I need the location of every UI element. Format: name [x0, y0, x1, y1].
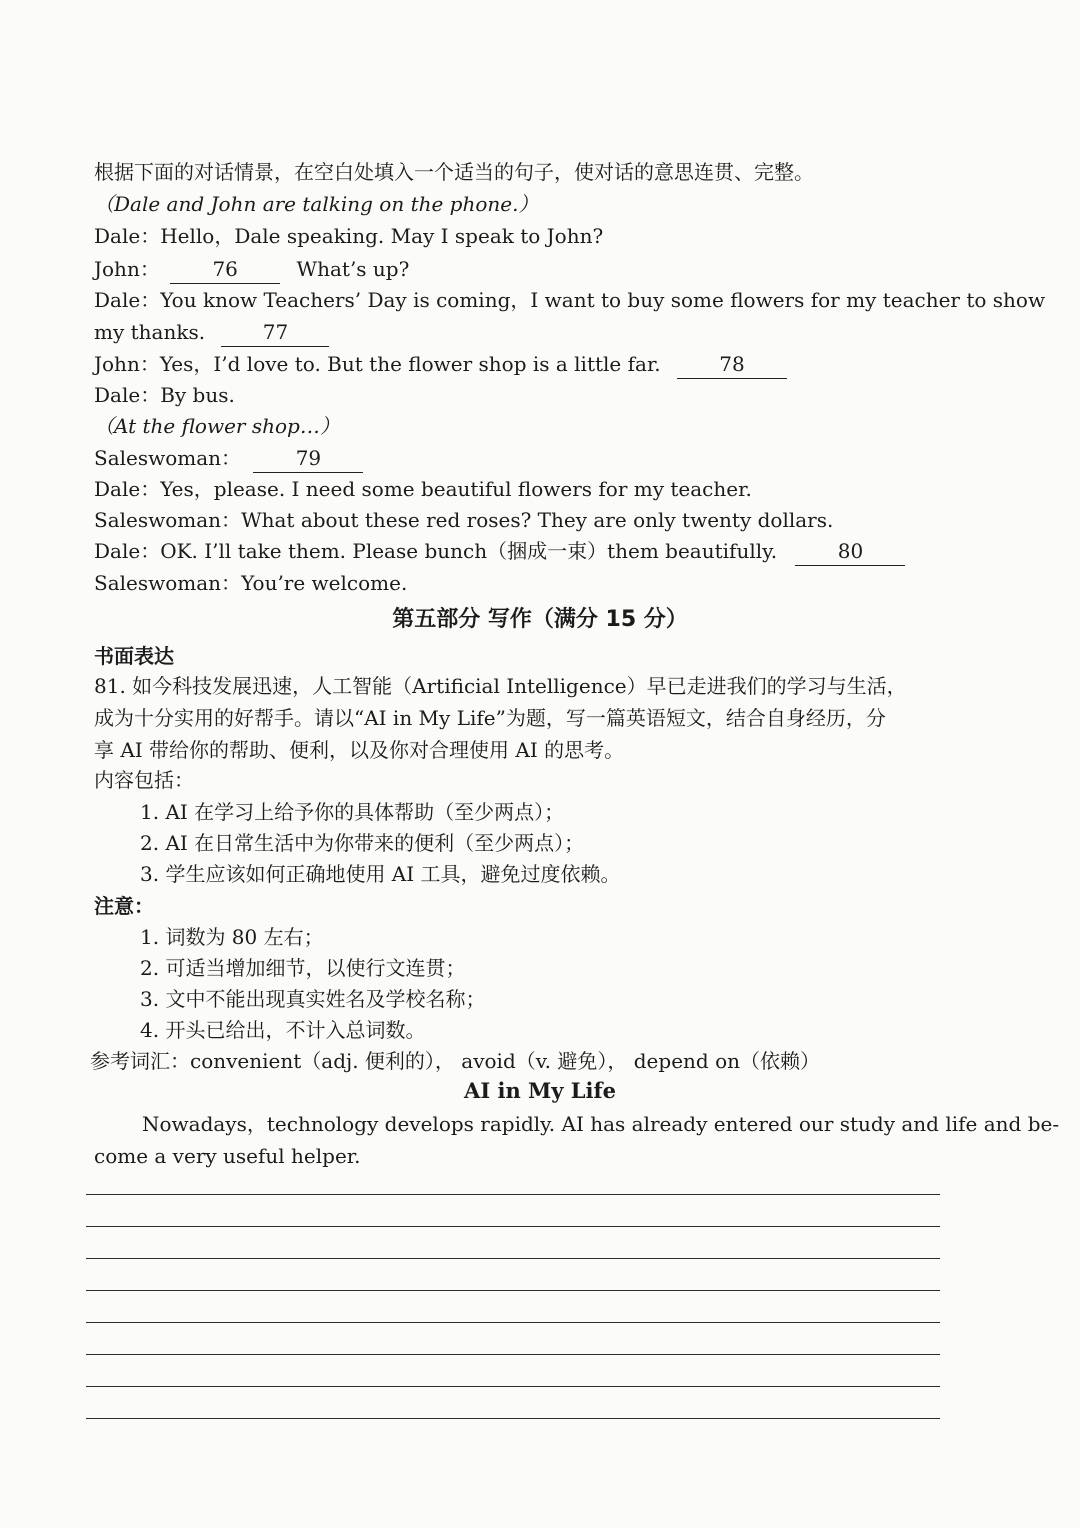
- dialogue-line-10: [94, 569, 407, 597]
- dialogue-text: my thanks.: [94, 320, 206, 344]
- dialogue-line-2: [94, 255, 409, 284]
- dialogue-text: What about these red roses? They are only twenty dollars.: [241, 508, 834, 532]
- blank-76[interactable]: 76: [170, 255, 280, 284]
- dialogue-line-5: [94, 381, 235, 409]
- dialogue-line-6: [94, 444, 363, 473]
- dialogue-line-7: [94, 475, 752, 503]
- dialogue-line-3: [94, 286, 1045, 314]
- blank-79[interactable]: 79: [253, 444, 363, 473]
- writing-line[interactable]: [86, 1418, 940, 1419]
- speaker: Dale：: [94, 477, 161, 501]
- essay-title: AI in My Life: [464, 1078, 616, 1103]
- writing-line[interactable]: [86, 1354, 940, 1355]
- speaker: John：: [94, 352, 160, 376]
- content-item: 2. AI 在日常生活中为你带来的便利（至少两点）；: [140, 831, 585, 855]
- dialogue-line-3b: [94, 318, 329, 347]
- question-81-line-3: 享 AI 带给你的帮助、便利，以及你对合理使用 AI 的思考。: [94, 738, 625, 762]
- writing-line[interactable]: [86, 1322, 940, 1323]
- dialogue-instruction: 根据下面的对话情景，在空白处填入一个适当的句子，使对话的意思连贯、完整。: [94, 160, 814, 184]
- dialogue-line-8: [94, 506, 833, 534]
- writing-line[interactable]: [86, 1386, 940, 1387]
- writing-line[interactable]: [86, 1226, 940, 1227]
- subheading: 书面表达: [94, 644, 174, 668]
- speaker: Dale：: [94, 288, 161, 312]
- speaker: Dale：: [94, 224, 161, 248]
- scene-phone: （Dale and John are talking on the phone.）: [94, 192, 539, 216]
- speaker: Dale：: [94, 383, 161, 407]
- question-81-line-2: 成为十分实用的好帮手。请以“AI in My Life”为题，写一篇英语短文，结合自身经历，分: [94, 706, 886, 730]
- content-heading: 内容包括：: [94, 768, 194, 792]
- dialogue-text: What’s up?: [296, 257, 410, 281]
- scene-flower-shop: （At the flower shop…）: [94, 414, 340, 438]
- essay-opening-line-2: come a very useful helper.: [94, 1144, 361, 1168]
- dialogue-text: OK. I’ll take them. Please bunch（捆成一束）them beautifully.: [160, 539, 778, 563]
- dialogue-text: You’re welcome.: [241, 571, 408, 595]
- dialogue-text: Hello，Dale speaking. May I speak to John?: [160, 224, 604, 248]
- writing-line[interactable]: [86, 1194, 940, 1195]
- speaker: Saleswoman：: [94, 446, 242, 470]
- dialogue-line-1: [94, 222, 603, 250]
- section-title: 第五部分 写作（满分 15 分）: [392, 607, 688, 632]
- content-item: 3. 学生应该如何正确地使用 AI 工具，避免过度依赖。: [140, 862, 621, 886]
- blank-80[interactable]: 80: [795, 537, 905, 566]
- content-item: 1. AI 在学习上给予你的具体帮助（至少两点）；: [140, 800, 565, 824]
- speaker: Saleswoman：: [94, 508, 242, 532]
- reference-vocabulary: 参考词汇：convenient（adj. 便利的）， avoid（v. 避免）， depend on（依赖）: [90, 1049, 820, 1073]
- note-item: 3. 文中不能出现真实姓名及学校名称；: [140, 987, 486, 1011]
- note-item: 1. 词数为 80 左右；: [140, 925, 324, 949]
- blank-78[interactable]: 78: [677, 350, 787, 379]
- notes-heading: 注意：: [94, 894, 154, 918]
- question-81-line-1: 81. 如今科技发展迅速，人工智能（Artificial Intelligence）早已走进我们的学习与生活，: [94, 674, 907, 698]
- writing-line[interactable]: [86, 1258, 940, 1259]
- dialogue-line-4: [94, 350, 787, 379]
- dialogue-text: Yes，I’d love to. But the flower shop is a little far.: [159, 352, 661, 376]
- dialogue-line-9: [94, 537, 905, 566]
- note-item: 2. 可适当增加细节，以使行文连贯；: [140, 956, 466, 980]
- writing-line[interactable]: [86, 1290, 940, 1291]
- blank-77[interactable]: 77: [221, 318, 329, 347]
- speaker: John：: [94, 257, 160, 281]
- note-item: 4. 开头已给出，不计入总词数。: [140, 1018, 426, 1042]
- dialogue-text: Yes，please. I need some beautiful flowers for my teacher.: [160, 477, 752, 501]
- dialogue-text: By bus.: [160, 383, 235, 407]
- speaker: Dale：: [94, 539, 161, 563]
- dialogue-text: You know Teachers’ Day is coming，I want to buy some flowers for my teacher to show: [160, 288, 1046, 312]
- speaker: Saleswoman：: [94, 571, 242, 595]
- essay-opening-line-1: Nowadays，technology develops rapidly. AI has already entered our study and life and be-: [142, 1112, 1060, 1136]
